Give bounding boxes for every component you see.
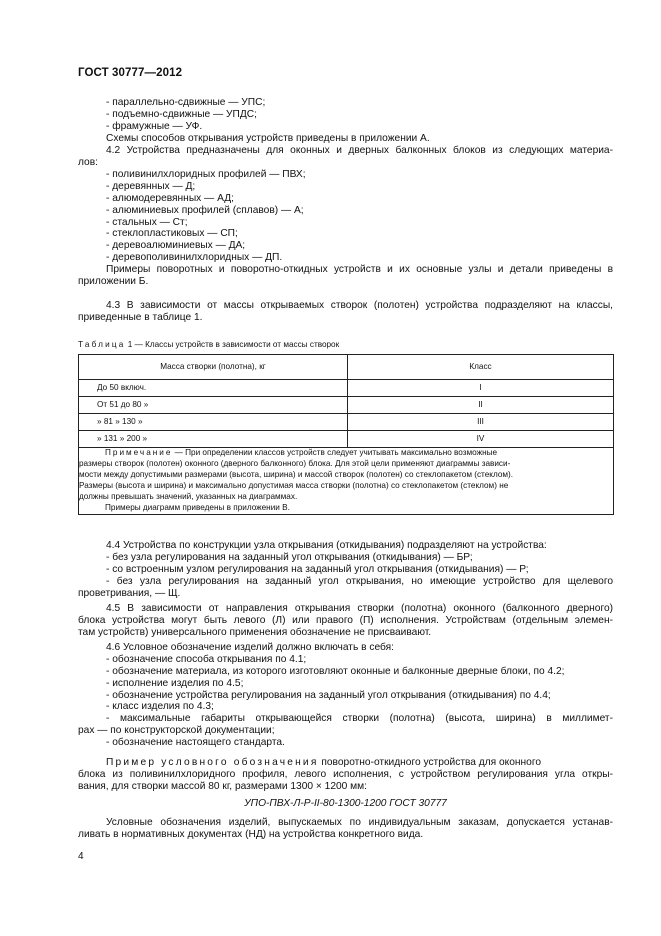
list-item: - алюмодеревянных — АД; <box>106 192 234 204</box>
list-item: - стальных — Ст; <box>106 216 188 228</box>
paragraph-line: Пример условного обозначения поворотно-откидного устройства для оконного <box>106 757 541 768</box>
list-item: рах — по конструкторской документации; <box>78 725 275 737</box>
list-item: - алюминиевых профилей (сплавов) — А; <box>106 204 304 216</box>
paragraph-line: 4.3 В зависимости от массы открываемых створок (полотен) устройства подразделяют на классы, <box>106 300 613 311</box>
designation-formula: УПО-ПВХ-Л-Р-II-80-1300-1200 ГОСТ 30777 <box>244 798 447 809</box>
list-item: - без узла регулирования на заданный угол открывания, но имеющие устройство для щелевого <box>106 575 613 587</box>
paragraph-line: 4.5 В зависимости от направления открывания створки (полотна) оконного (балконного дверного) <box>106 603 613 614</box>
mass-cell: До 50 включ. <box>79 380 348 397</box>
document-header: ГОСТ 30777—2012 <box>78 67 183 79</box>
note-line: должны превышать значений, указанных на диаграммах. <box>79 492 298 501</box>
class-cell: II <box>348 397 614 414</box>
paragraph-line: Примеры поворотных и поворотно-откидных устройств и их основные узлы и детали приведены в <box>106 264 613 275</box>
list-item: - подъемно-сдвижные — УПДС; <box>106 108 257 120</box>
list-item: - обозначение устройства регулирования на заданный угол открывания (откидывания) по 4.4; <box>106 689 551 701</box>
page-number: 4 <box>78 851 84 862</box>
column-header-mass: Масса створки (полотна), кг <box>79 355 348 380</box>
note-line: размеры створок (полотен) оконного (дверного балконного) блока. Для этой цели применяют диаграммы зависи- <box>79 459 511 468</box>
clause-4-4 <box>78 540 613 599</box>
list-item: проветривания, — Щ. <box>78 587 181 599</box>
list-item: - обозначение материала, из которого изготовляют оконные и балконные дверные блоки, по 4.2; <box>106 665 565 677</box>
paragraph-line: приложении Б. <box>78 275 149 287</box>
list-item: - обозначение настоящего стандарта. <box>106 737 285 749</box>
mass-cell: » 81 » 130 » <box>79 414 348 431</box>
paragraph-line: блока устройства могут быть левого (Л) или правого (П) исполнения. Устройствам (отдельным элемен- <box>78 614 613 626</box>
note-line: Примечание — При определении классов устройств следует учитывать максимально возможные <box>105 448 498 457</box>
table-caption-text: 1 — Классы устройств в зависимости от массы створок <box>125 340 340 349</box>
list-item: - деревоалюминиевых — ДА; <box>106 240 246 252</box>
class-cell: IV <box>348 431 614 448</box>
table-row <box>79 431 614 448</box>
clause-4-5 <box>78 603 613 639</box>
list-item: - деревополивинилхлоридных — ДП. <box>106 252 283 264</box>
paragraph-line: приведенные в таблице 1. <box>78 311 203 323</box>
list-item: - класс изделия по 4.3; <box>106 701 214 713</box>
note-label: Примечание <box>105 448 173 457</box>
class-cell: I <box>348 380 614 397</box>
paragraph-line: блока из поливинилхлоридного профиля, левого исполнения, с устройством регулирования угла откры- <box>78 768 613 780</box>
mass-cell: » 131 » 200 » <box>79 431 348 448</box>
paragraph-line: ливать в нормативных документах (НД) на устройства конкретного вида. <box>78 828 424 840</box>
list-item: - без узла регулирования на заданный угол открывания (откидывания) — БР; <box>106 551 473 563</box>
list-item: - фрамужные — УФ. <box>106 120 203 132</box>
table-row <box>79 397 614 414</box>
example-label: Пример условного обозначения <box>106 757 319 768</box>
table-row <box>79 380 614 397</box>
materials-list <box>78 169 613 264</box>
clause-4-3 <box>78 300 613 324</box>
list-item: - максимальные габариты открывающейся створки (полотна) (высота, ширина) в миллимет- <box>106 713 613 725</box>
list-item: - стеклопластиковых — СП; <box>106 228 238 240</box>
paragraph-line: 4.2 Устройства предназначены для оконных и дверных балконных блоков из следующих материа- <box>106 145 613 156</box>
note-line: Примеры диаграмм приведены в приложении В. <box>105 503 290 512</box>
opening-methods-list <box>78 97 613 145</box>
note-line: мости между допустимыми размерами (высота, ширина) и массой створок (полотен) со стеклопакетом (стеклом). <box>79 470 513 479</box>
paragraph-line: 4.6 Условное обозначение изделий должно включать в себя: <box>106 642 394 653</box>
mass-cell: От 51 до 80 » <box>79 397 348 414</box>
list-item: - деревянных — Д; <box>106 180 196 192</box>
list-item: - поливинилхлоридных профилей — ПВХ; <box>106 169 306 180</box>
table-caption-label: Таблица <box>78 340 126 349</box>
list-item: - исполнение изделия по 4.5; <box>106 677 244 689</box>
paragraph-line: там устройств) универсального применения обозначение не присваивают. <box>78 626 432 638</box>
note-line: Размеры (высота и ширина) и максимально допустимая масса створки (полотна) со стеклопакетом (стеклом) не <box>79 481 509 490</box>
paragraph-line: лов: <box>78 156 98 168</box>
clause-4-6 <box>78 642 613 749</box>
device-classes-table <box>78 354 614 515</box>
designation-example <box>78 757 613 793</box>
class-cell: III <box>348 414 614 431</box>
paragraph-line: Условные обозначения изделий, выпускаемых по индивидуальным заказам, допускается устанав- <box>106 817 613 828</box>
list-item: - со встроенным узлом регулирования на заданный угол открывания (откидывания) — Р; <box>106 563 529 575</box>
table-header-row <box>79 355 614 380</box>
list-item: - параллельно-сдвижные — УПС; <box>106 97 266 108</box>
schemes-reference: Схемы способов открывания устройств приведены в приложении А. <box>106 132 430 144</box>
schemes-paragraph <box>78 264 613 288</box>
table-note-row <box>79 448 614 515</box>
paragraph-line: 4.4 Устройства по конструкции узла открывания (откидывания) подразделяют на устройства: <box>106 540 547 551</box>
paragraph-line: вания, для створки массой 80 кг, размерами 1300 × 1200 мм: <box>78 780 367 792</box>
table-note <box>79 448 614 515</box>
list-item: - обозначение способа открывания по 4.1; <box>106 653 307 665</box>
table-row <box>79 414 614 431</box>
column-header-class: Класс <box>348 355 614 380</box>
table-caption <box>78 339 339 351</box>
clause-4-2 <box>78 145 613 169</box>
closing-paragraph <box>78 817 613 841</box>
